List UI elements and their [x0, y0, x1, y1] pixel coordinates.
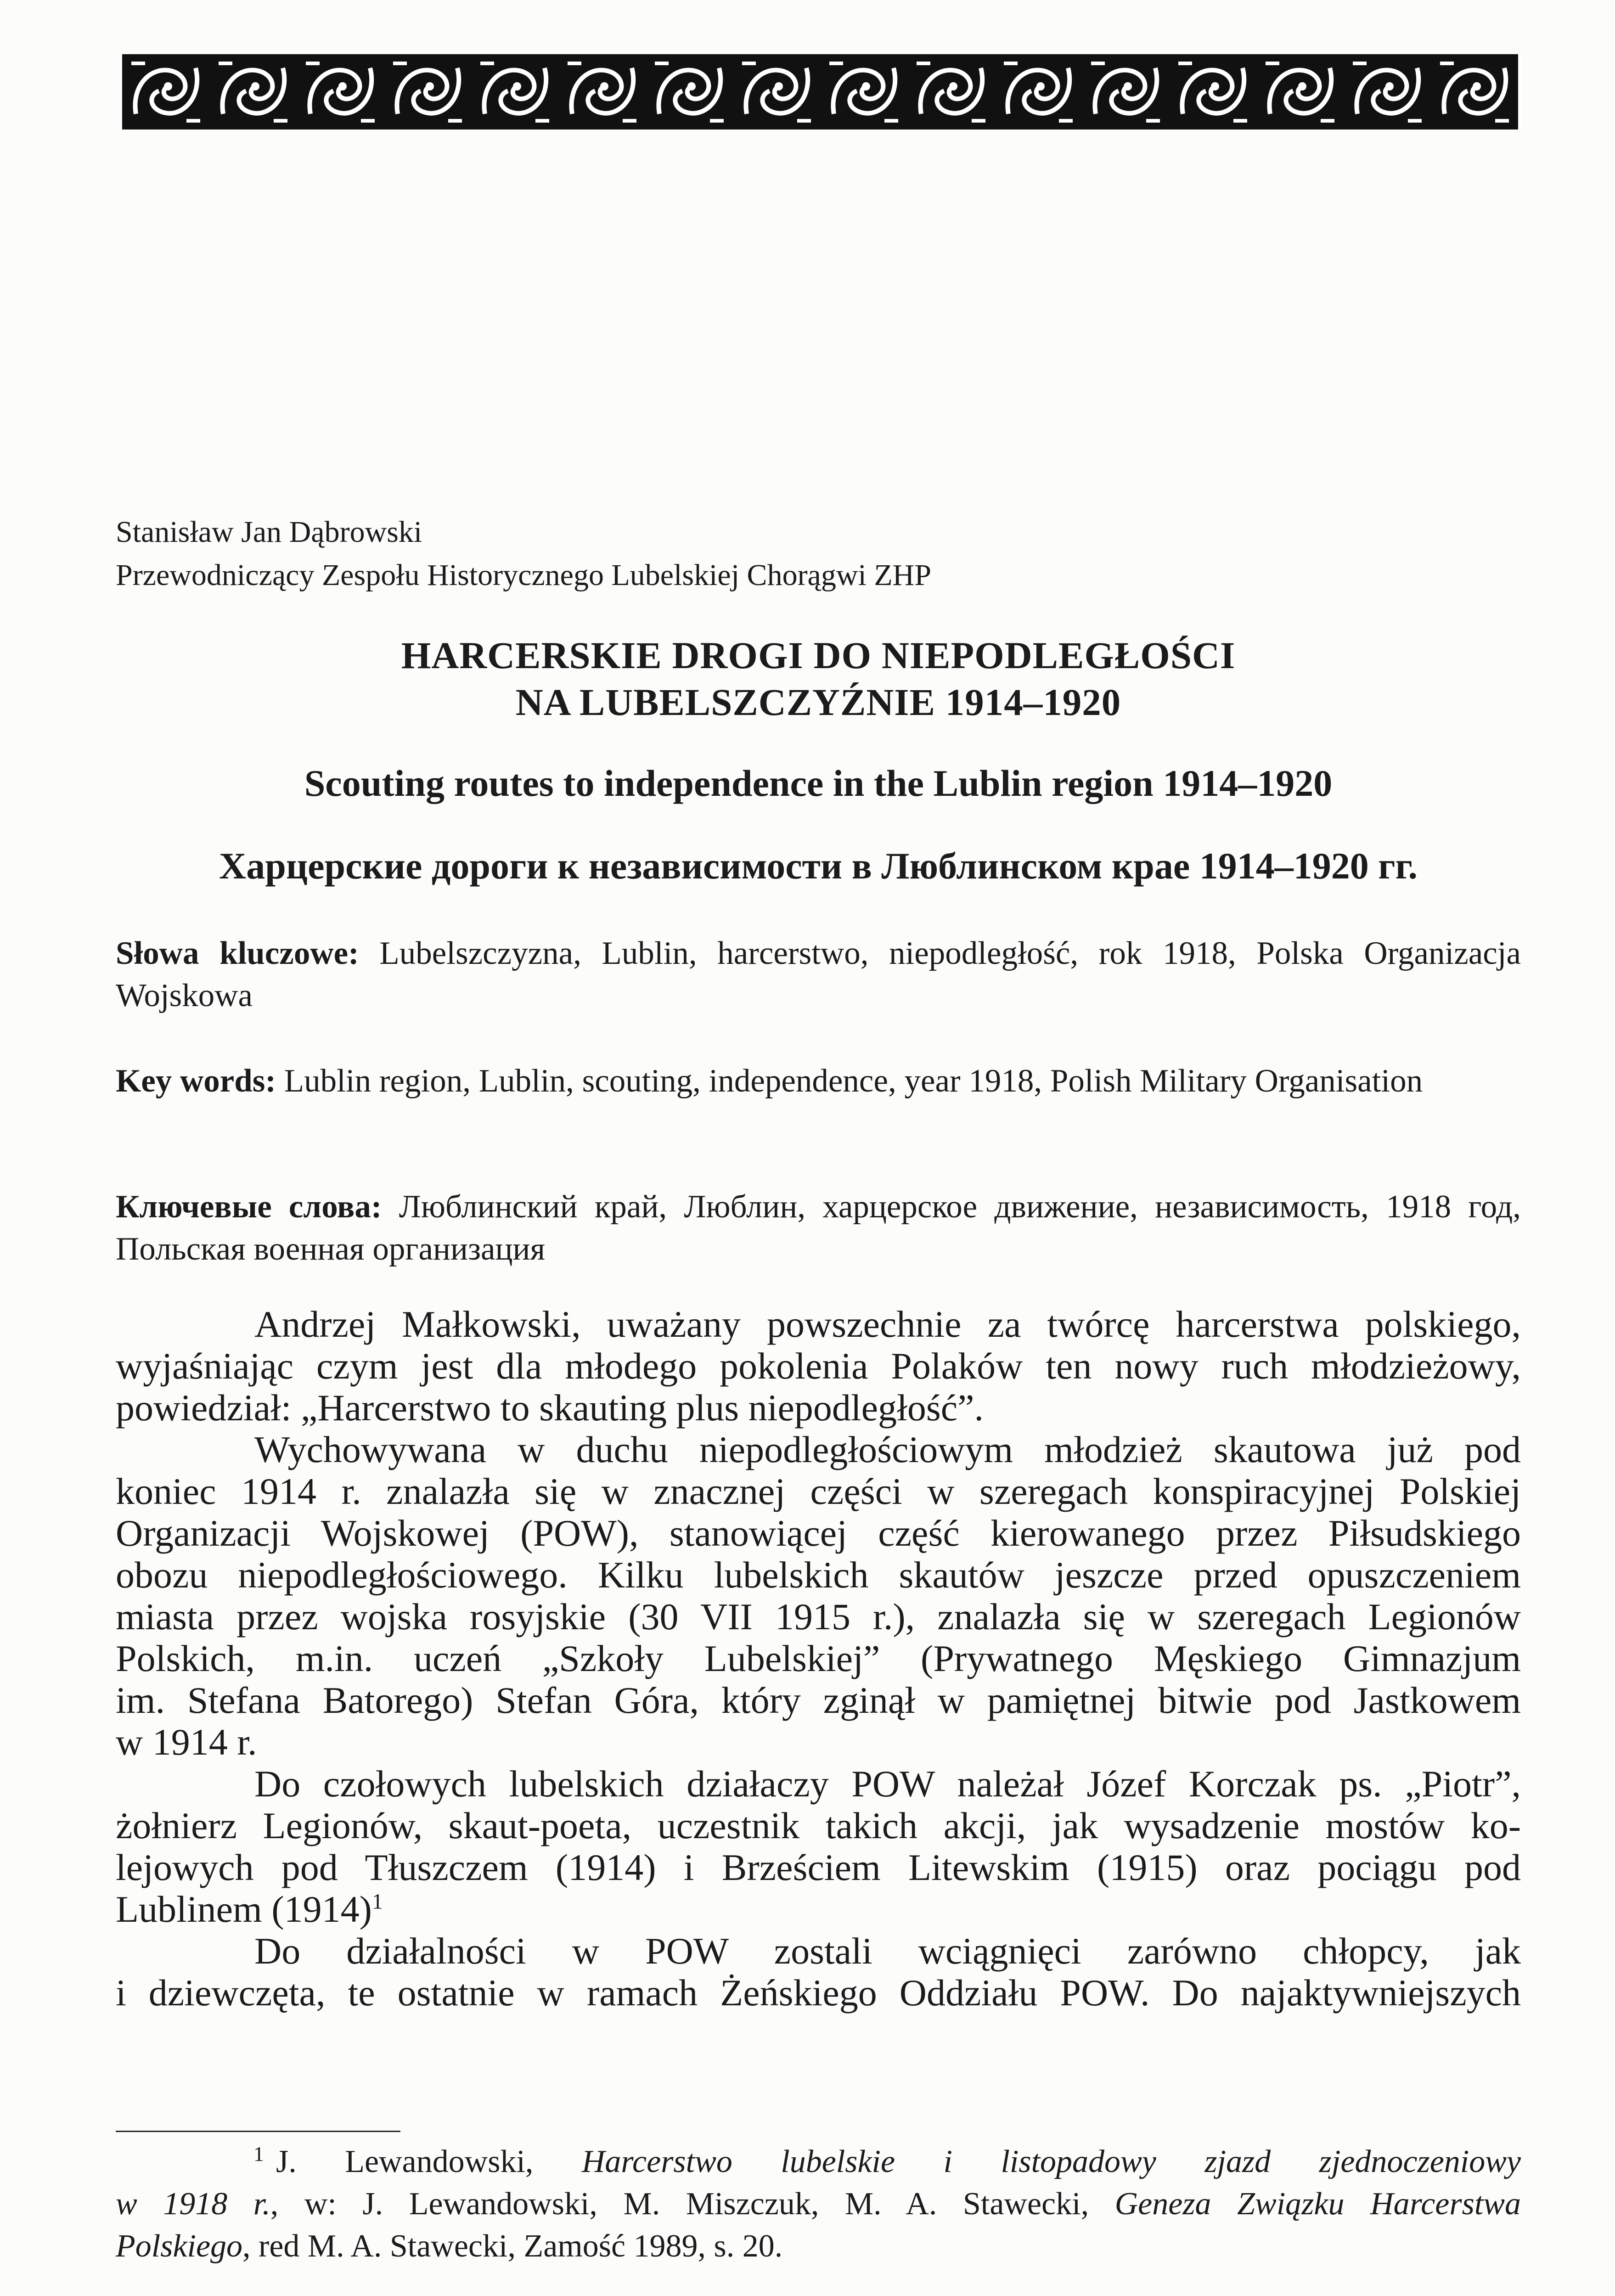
body-line	[116, 1888, 1521, 1930]
keywords-russian	[116, 1186, 1521, 1270]
body-line: i dziewczęta, te ostatnie w ramach Żeńskiego Oddziału POW. Do najaktywniejszych	[116, 1972, 1521, 2014]
footnote-italic-title: Harcerstwo lubelskie i listopadowy zjazd zjednoczeniowy	[581, 2144, 1521, 2179]
title-polish-line-1: HARCERSKIE DROGI DO NIEPODLEGŁOŚCI	[401, 634, 1236, 676]
footnote-italic-title: Polskiego	[116, 2228, 243, 2264]
ornamental-border	[122, 54, 1523, 129]
title-polish	[116, 632, 1521, 726]
body-line: powiedział: „Harcerstwo to skauting plus niepodległość”.	[116, 1387, 984, 1429]
body-line: w 1914 r.	[116, 1721, 257, 1763]
body-line: miasta przez wojska rosyjskie (30 VII 1915 r.), znalazła się w szeregach Legionów	[116, 1596, 1521, 1638]
author-block	[116, 511, 1521, 597]
keywords-english-label: Key words:	[116, 1063, 276, 1099]
body-line: wyjaśniając czym jest dla młodego pokolenia Polaków ten nowy ruch młodzieżowy,	[116, 1345, 1521, 1387]
author-name: Stanisław Jan Dąbrowski	[116, 515, 422, 549]
keywords-russian-text: Люблинский край, Люблин, харцерское движение, независимость, 1918 год, Польская военная организация	[116, 1189, 1521, 1267]
title-polish-line-2: NA LUBELSZCZYŹNIE 1914–1920	[515, 681, 1121, 723]
keywords-polish	[116, 932, 1521, 1017]
body-line: Wychowywana w duchu niepodległościowym młodzież skautowa już pod	[254, 1429, 1521, 1470]
footnote-line	[116, 2225, 1521, 2268]
body-line: lejowych pod Tłuszczem (1914) i Brześciem Litewskim (1915) oraz pociągu pod	[116, 1846, 1521, 1888]
body-line: im. Stefana Batorego) Stefan Góra, który zginął w pamiętnej bitwie pod Jastkowem	[116, 1679, 1521, 1721]
body-line: obozu niepodległościowego. Kilku lubelskich skautów jeszcze przed opuszczeniem	[116, 1554, 1521, 1596]
footnote-italic-title: w 1918 r.	[116, 2186, 270, 2222]
footnote-line	[116, 2183, 1521, 2225]
footnote	[116, 2141, 1521, 2268]
keywords-polish-text: Lubelszczyzna, Lublin, harcerstwo, niepodległość, rok 1918, Polska Organizacja Wojskowa	[116, 935, 1521, 1013]
footnote-text: , red M. A. Stawecki, Zamość 1989, s. 20.	[242, 2228, 783, 2264]
keywords-english-text: Lublin region, Lublin, scouting, independence, year 1918, Polish Military Organisation	[284, 1063, 1423, 1099]
keywords-russian-label: Ключевые слова:	[116, 1189, 382, 1225]
footnote-reference[interactable]: 1	[371, 1889, 383, 1914]
footnote-line	[116, 2141, 1521, 2183]
body-line: koniec 1914 r. znalazła się w znacznej części w szeregach konspiracyjnej Polskiej	[116, 1470, 1521, 1512]
footnote-text: J. Lewandowski,	[276, 2144, 582, 2179]
footnote-number: 1	[253, 2142, 264, 2166]
footnote-separator	[116, 2131, 400, 2132]
footnote-italic-title: Geneza Związku Harcerstwa	[1114, 2186, 1521, 2222]
title-russian: Харцерские дороги к независимости в Люблинском крае 1914–1920 гг.	[219, 845, 1418, 887]
body-line: Polskich, m.in. uczeń „Szkoły Lubelskiej” (Prywatnego Męskiego Gimnazjum	[116, 1638, 1521, 1679]
footnote-text: , w: J. Lewandowski, M. Miszczuk, M. A. Stawecki,	[270, 2186, 1115, 2222]
body-line: Do działalności w POW zostali wciągnięci zarówno chłopcy, jak	[254, 1930, 1521, 1972]
keywords-english	[116, 1060, 1521, 1102]
title-english: Scouting routes to independence in the Lublin region 1914–1920	[304, 762, 1333, 804]
body-text	[116, 1303, 1521, 2014]
ornament-pattern	[122, 54, 1523, 129]
author-affiliation: Przewodniczący Zespołu Historycznego Lubelskiej Chorągwi ZHP	[116, 558, 932, 592]
keywords-polish-label: Słowa kluczowe:	[116, 935, 359, 971]
body-line-text: Lublinem (1914)	[116, 1888, 372, 1930]
body-line: Organizacji Wojskowej (POW), stanowiącej część kierowanego przez Piłsudskiego	[116, 1512, 1521, 1554]
body-line: Andrzej Małkowski, uważany powszechnie za twórcę harcerstwa polskiego,	[254, 1303, 1521, 1345]
body-line: Do czołowych lubelskich działaczy POW należał Józef Korczak ps. „Piotr”,	[254, 1763, 1521, 1805]
body-line: żołnierz Legionów, skaut-poeta, uczestnik takich akcji, jak wysadzenie mostów ko-	[116, 1805, 1521, 1846]
